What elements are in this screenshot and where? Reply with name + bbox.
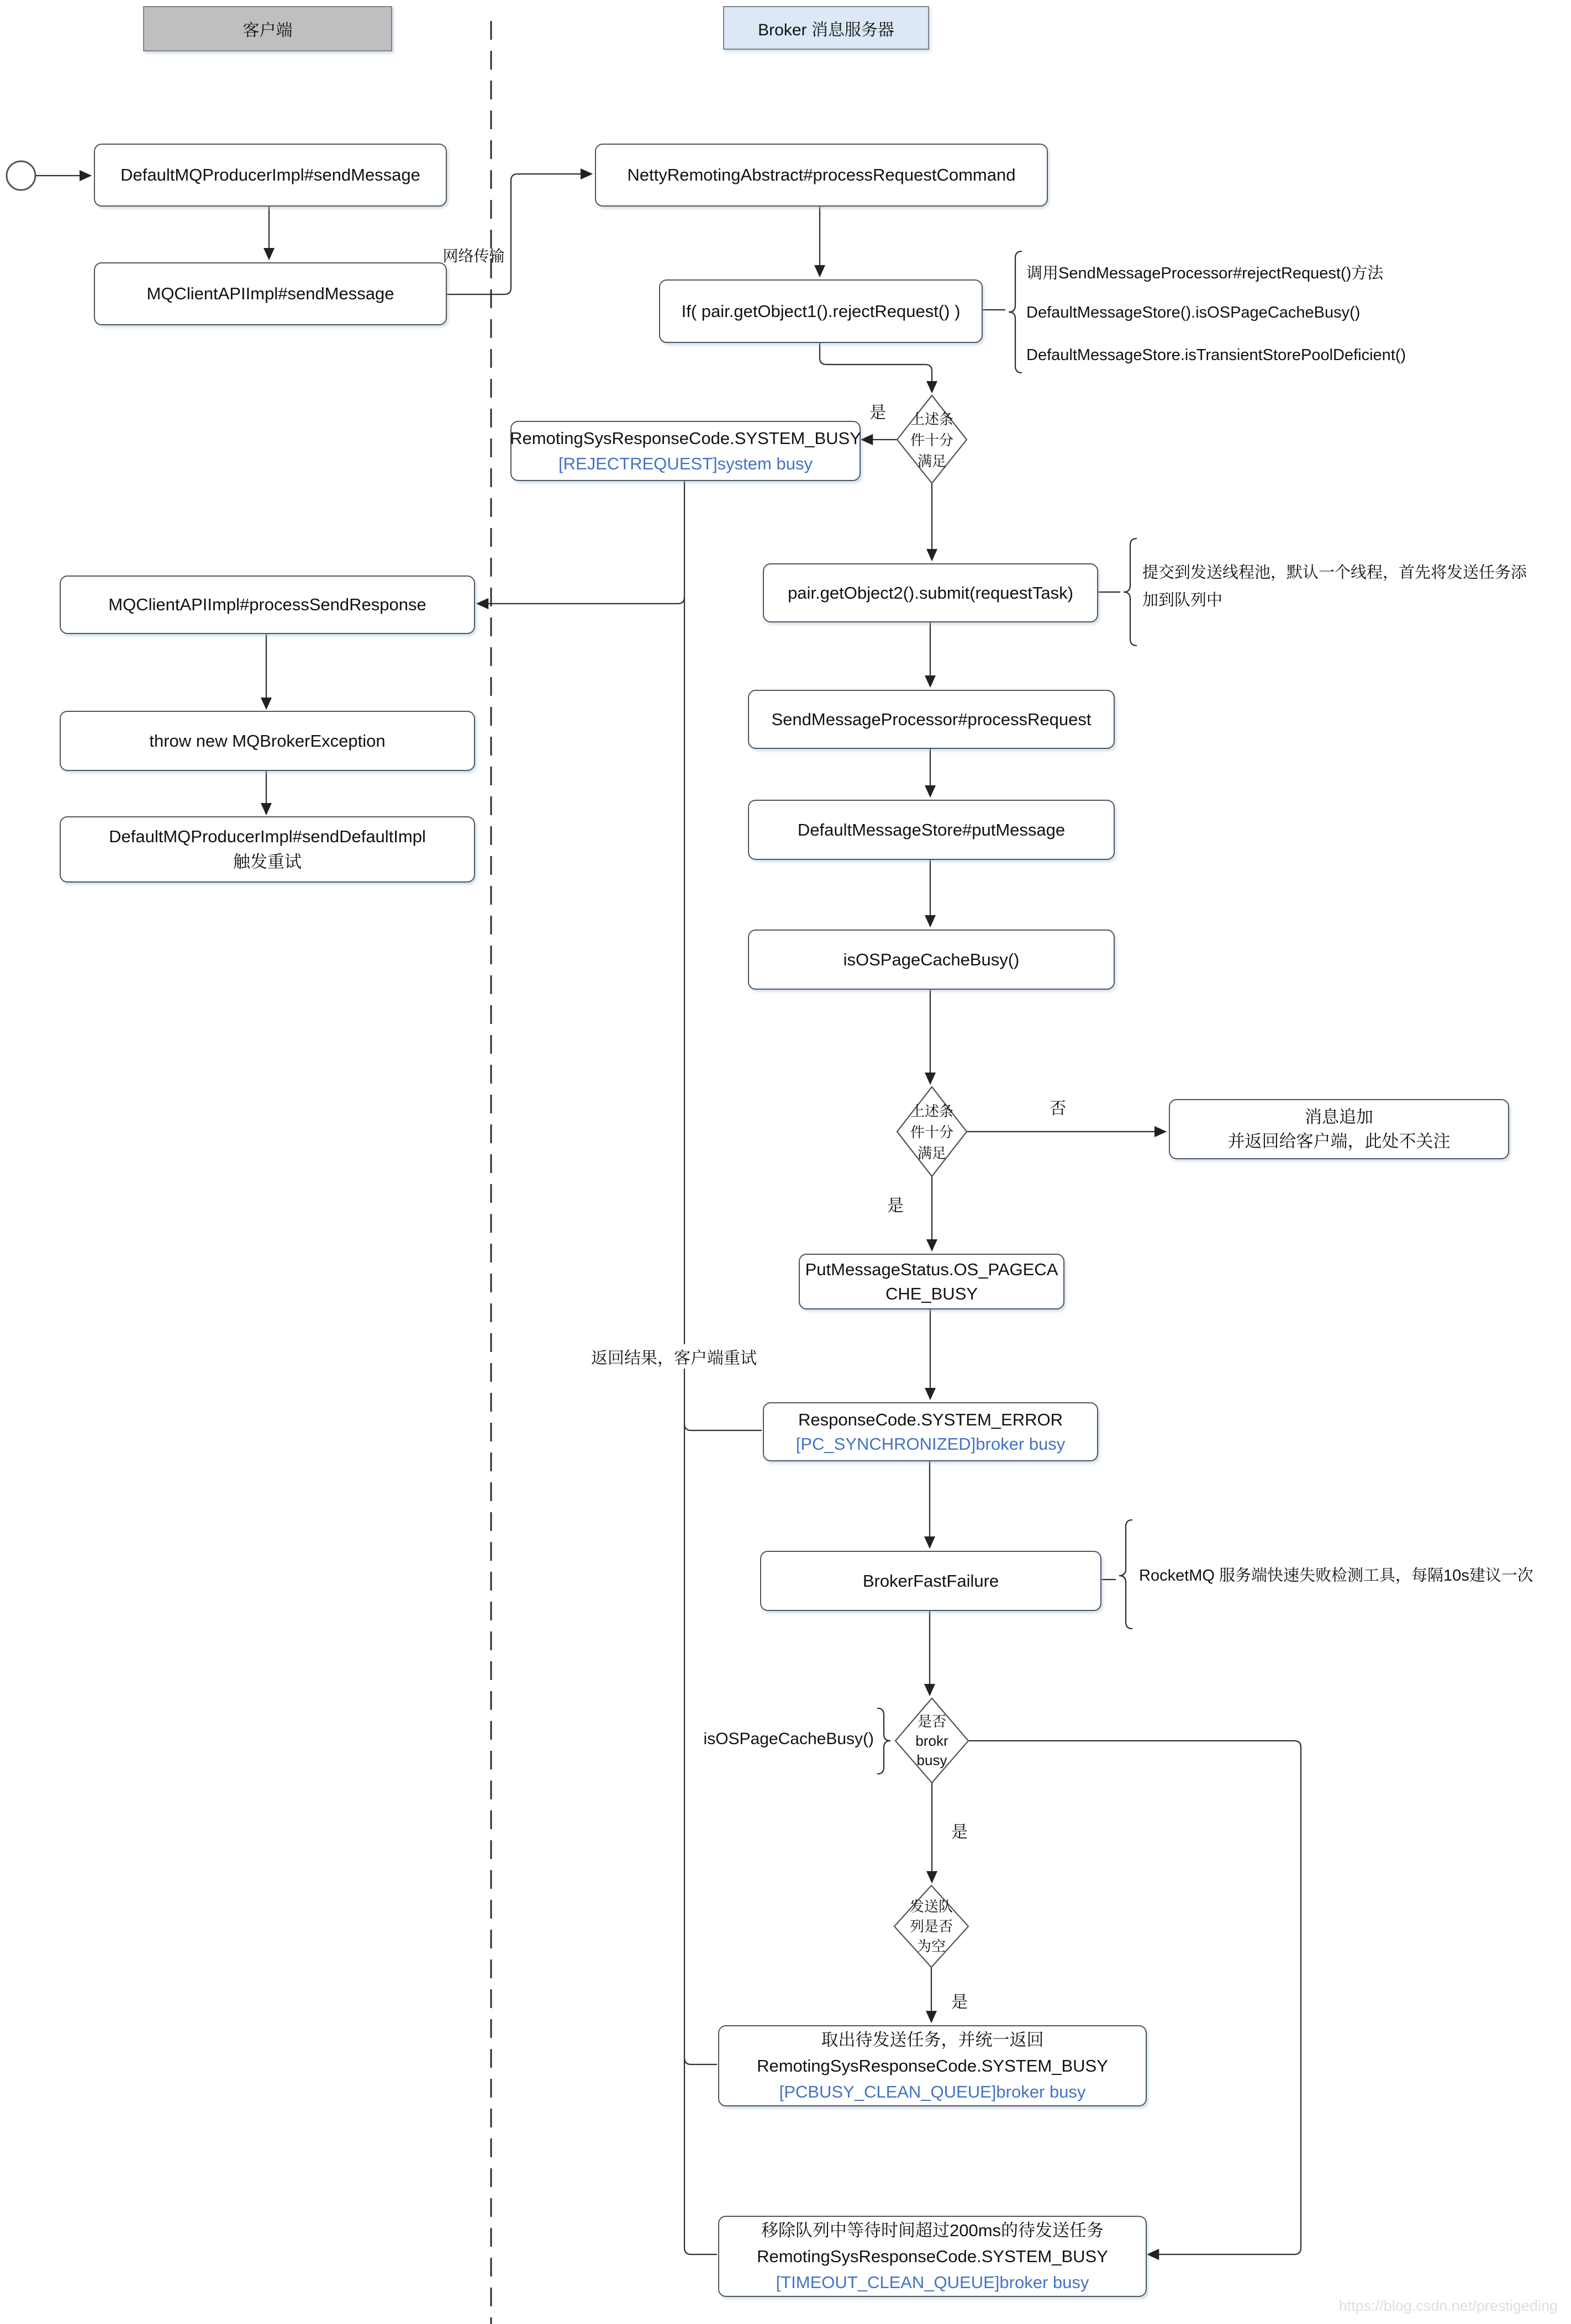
node-system-error-line1: ResponseCode.SYSTEM_ERROR: [798, 1409, 1063, 1429]
edge-cleanqueue-to-return-line: [684, 2058, 717, 2064]
note-submit-line2: 加到队列中: [1142, 591, 1223, 609]
node-timeout-clean-line1: 移除队列中等待时间超过200ms的待发送任务: [761, 2221, 1104, 2240]
node-process-send-response-label: MQClientAPIImpl#processSendResponse: [108, 595, 426, 614]
note-reject-line1: 调用SendMessageProcessor#rejectRequest()方法: [1026, 265, 1384, 282]
node-process-send-response: [60, 575, 475, 634]
node-processor-process-label: SendMessageProcessor#processRequest: [771, 709, 1092, 729]
note-reject-line3: DefaultMessageStore.isTransientStorePoolDeficient(): [1026, 346, 1406, 364]
note-bracket2-brace: [1124, 538, 1137, 646]
lane-header-broker: [723, 6, 929, 50]
lane-header-client: [143, 6, 392, 51]
node-clientapi-send-label: MQClientAPIImpl#sendMessage: [146, 284, 394, 303]
label-no1: 否: [1050, 1100, 1066, 1118]
node-clean-queue-line3: [PCBUSY_CLEAN_QUEUE]broker busy: [779, 2082, 1086, 2101]
node-append-message: [1169, 1099, 1509, 1159]
node-send-default-impl-line2: 触发重试: [233, 852, 302, 872]
node-system-error-line2: [PC_SYNCHRONIZED]broker busy: [795, 1434, 1066, 1454]
node-submit-task: [763, 563, 1098, 622]
label-yes1: 是: [869, 404, 886, 422]
lane-header-broker-label: Broker 消息服务器: [758, 20, 894, 39]
node-clean-queue: [718, 2025, 1147, 2106]
node-os-cache-check-label: isOSPageCacheBusy(): [843, 949, 1020, 969]
edge-clientapi-to-netty: [445, 174, 592, 294]
node-system-busy-line2: [REJECTREQUEST]system busy: [558, 453, 813, 473]
decision3-line2: brokr: [915, 1733, 948, 1749]
decision2-line3: 满足: [917, 1145, 946, 1161]
decision1-line1: 上述条: [910, 411, 953, 427]
watermark-text: https://blog.csdn.net/prestigeding: [1338, 2297, 1558, 2314]
node-throw-exception: [60, 711, 475, 771]
note-reject-line2: DefaultMessageStore().isOSPageCacheBusy(): [1026, 304, 1361, 321]
node-send-default-impl: [60, 816, 475, 883]
node-os-pagecache-busy-line1: PutMessageStatus.OS_PAGECA: [805, 1259, 1058, 1279]
decision1-text: [899, 409, 965, 472]
decision3-line3: busy: [916, 1752, 947, 1768]
label-return-retry: 返回结果，客户端重试: [588, 1344, 760, 1369]
decision2-line1: 上述条: [910, 1103, 953, 1119]
node-system-error: [763, 1402, 1098, 1461]
decision4-line2: 列是否: [909, 1918, 953, 1935]
edge-return-to-processsendresponse: [477, 597, 684, 604]
decision1-line3: 满足: [917, 453, 946, 469]
node-producer-send-label: DefaultMQProducerImpl#sendMessage: [120, 165, 420, 184]
node-put-message-label: DefaultMessageStore#putMessage: [797, 820, 1066, 839]
decision2-text: [899, 1101, 965, 1164]
decision2-line2: 件十分: [910, 1124, 953, 1140]
label-network-transfer: 网络传输: [442, 247, 505, 265]
decision3-line1: 是否: [917, 1713, 946, 1730]
lane-header-client-label: 客户端: [242, 22, 293, 40]
node-timeout-clean-line3: [TIMEOUT_CLEAN_QUEUE]broker busy: [776, 2273, 1089, 2292]
node-clean-queue-line1: 取出待发送任务，并统一返回: [821, 2030, 1044, 2050]
edge-systemerror-to-return-line: [684, 1424, 762, 1430]
node-clean-queue-line2: RemotingSysResponseCode.SYSTEM_BUSY: [757, 2056, 1108, 2075]
node-processor-process: [748, 690, 1115, 749]
edge-if-to-decision1: [820, 341, 932, 392]
node-send-default-impl-line1: DefaultMQProducerImpl#sendDefaultImpl: [109, 827, 426, 846]
node-system-busy-line1: RemotingSysResponseCode.SYSTEM_BUSY: [510, 428, 861, 448]
label-yes2: 是: [887, 1197, 904, 1215]
oscachebusy-label-brace: [877, 1708, 890, 1774]
node-submit-task-label: pair.getObject2().submit(requestTask): [788, 583, 1073, 603]
node-os-pagecache-busy: [799, 1254, 1064, 1309]
node-producer-send: [94, 144, 447, 207]
node-clientapi-send: [94, 262, 447, 325]
edge-decision3-to-timeoutclean: [968, 1741, 1301, 2254]
note-fast-failure-line1: RocketMQ 服务端快速失败检测工具，每隔10s建议一次: [1139, 1567, 1533, 1584]
node-netty-process-label: NettyRemotingAbstract#processRequestCommand: [627, 165, 1016, 184]
node-system-busy: [510, 421, 861, 481]
node-broker-fast-failure: [760, 1551, 1101, 1611]
decision4-line1: 发送队: [909, 1898, 953, 1915]
decision4-text: [898, 1897, 964, 1956]
node-os-pagecache-busy-line2: CHE_BUSY: [885, 1284, 978, 1303]
node-put-message: [748, 800, 1115, 860]
node-if-reject-label: If( pair.getObject1().rejectRequest() ): [681, 301, 961, 321]
node-netty-process: [595, 144, 1048, 207]
label-is-os-page-cache-busy: isOSPageCacheBusy(): [703, 1730, 874, 1748]
node-append-message-line1: 消息追加: [1305, 1107, 1373, 1127]
node-os-cache-check: [748, 929, 1115, 990]
start-node-circle: [7, 161, 35, 190]
node-throw-exception-label: throw new MQBrokerException: [149, 731, 386, 751]
decision3-text: [899, 1712, 965, 1770]
node-append-message-line2: 并返回给客户端，此处不关注: [1227, 1131, 1451, 1151]
node-if-reject: [659, 279, 983, 343]
note-submit-line1: 提交到发送线程池，默认一个线程，首先将发送任务添: [1142, 564, 1527, 582]
decision4-line3: 为空: [916, 1938, 946, 1955]
note-bracket3-brace: [1119, 1520, 1132, 1629]
note-bracket1-brace: [1009, 251, 1022, 373]
node-timeout-clean: [718, 2216, 1147, 2297]
label-yes3: 是: [951, 1823, 968, 1841]
decision1-line2: 件十分: [910, 432, 953, 448]
node-timeout-clean-line2: RemotingSysResponseCode.SYSTEM_BUSY: [757, 2247, 1108, 2266]
node-broker-fast-failure-label: BrokerFastFailure: [862, 1571, 999, 1591]
label-yes4: 是: [951, 1993, 968, 2011]
